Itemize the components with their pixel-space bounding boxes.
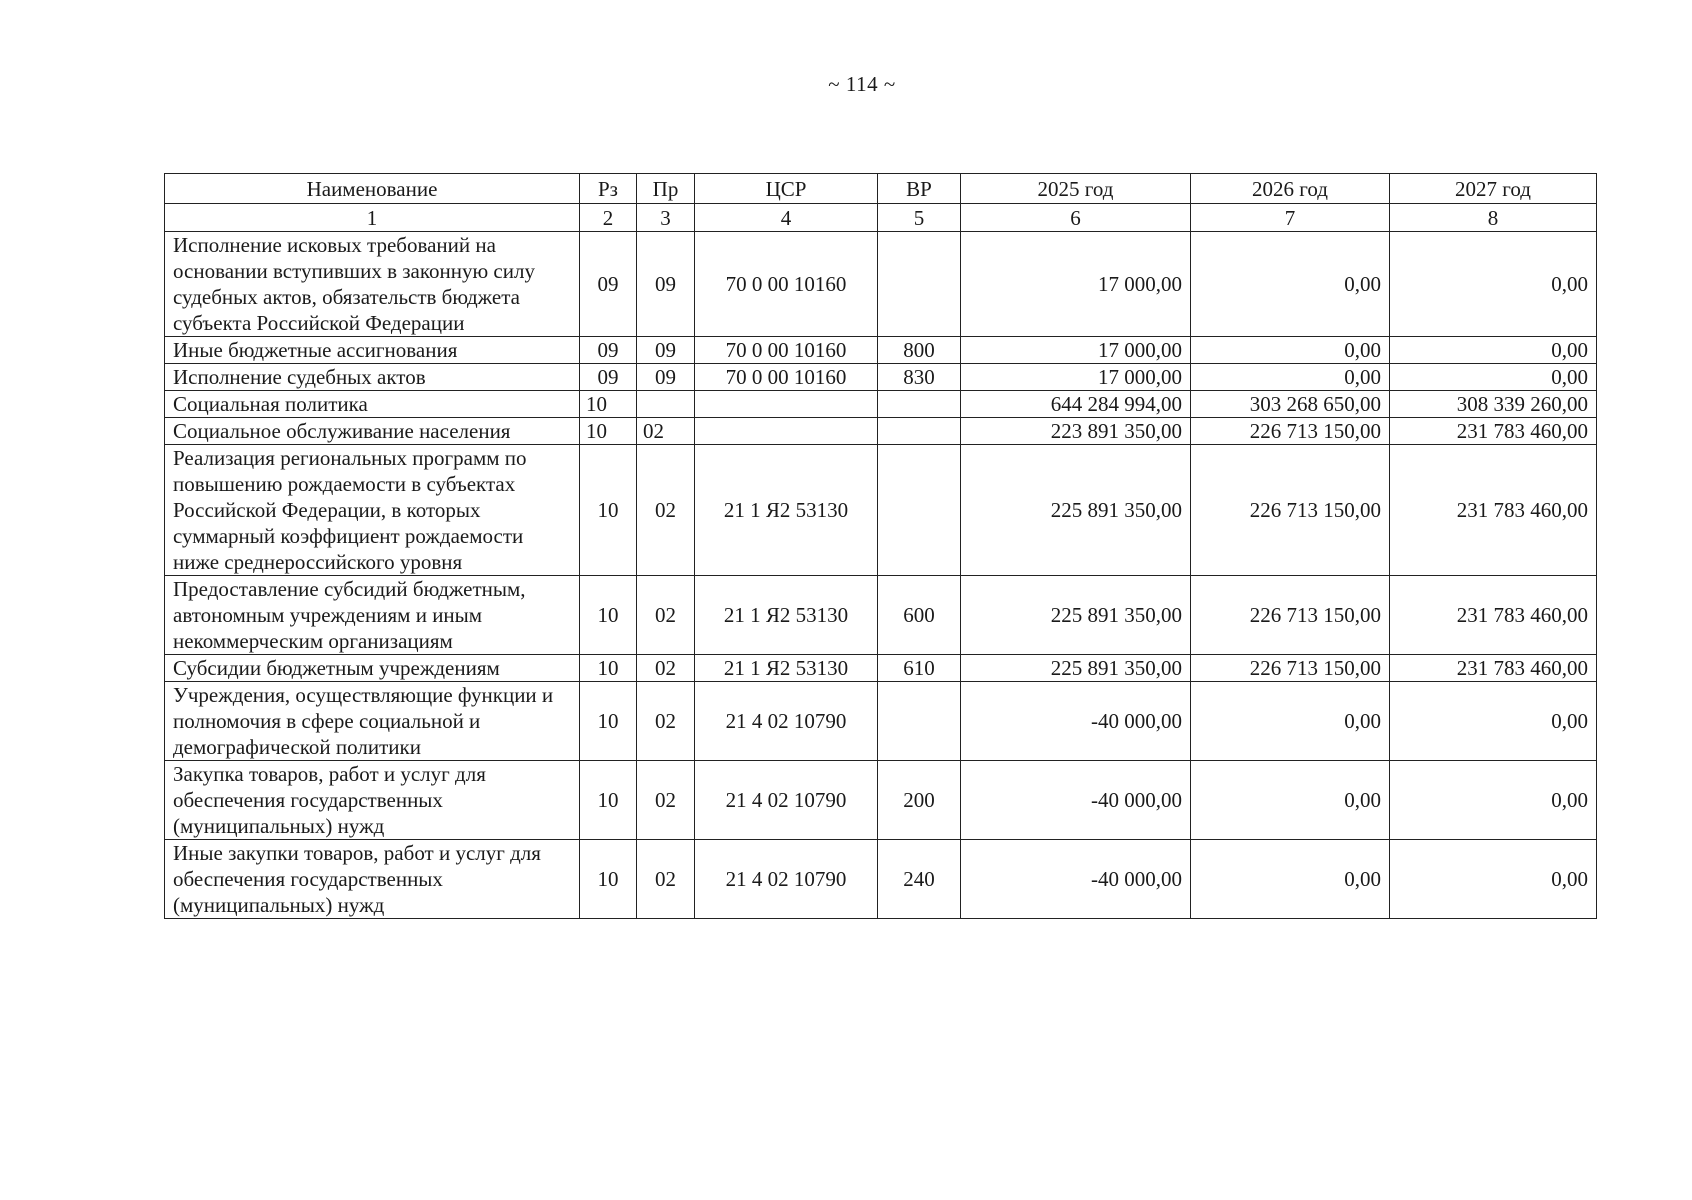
column-number: 7: [1191, 204, 1390, 232]
row-rz: 10: [580, 576, 637, 655]
table-row: [165, 761, 1597, 840]
column-number: 8: [1390, 204, 1597, 232]
row-2026: 226 713 150,00: [1191, 418, 1390, 445]
row-2027: 0,00: [1390, 761, 1597, 840]
row-vr: 200: [878, 761, 961, 840]
row-vr: [878, 391, 961, 418]
row-2027: 0,00: [1390, 840, 1597, 919]
header-2025: 2025 год: [961, 174, 1191, 204]
row-2026: 0,00: [1191, 337, 1390, 364]
row-2027: 0,00: [1390, 682, 1597, 761]
row-pr: [637, 391, 695, 418]
header-vr: ВР: [878, 174, 961, 204]
table-row: [165, 337, 1597, 364]
row-2026: 303 268 650,00: [1191, 391, 1390, 418]
row-2027: 308 339 260,00: [1390, 391, 1597, 418]
row-2026: 0,00: [1191, 232, 1390, 337]
row-vr: 800: [878, 337, 961, 364]
row-rz: 10: [580, 655, 637, 682]
row-csr: [695, 418, 878, 445]
row-rz: 09: [580, 232, 637, 337]
row-2027: 231 783 460,00: [1390, 445, 1597, 576]
row-rz: 10: [580, 840, 637, 919]
row-2026: 0,00: [1191, 364, 1390, 391]
row-vr: [878, 445, 961, 576]
row-2025: -40 000,00: [961, 840, 1191, 919]
column-number: 4: [695, 204, 878, 232]
row-rz: 10: [580, 682, 637, 761]
row-vr: [878, 418, 961, 445]
row-name: Предоставление субсидий бюджетным, автономным учреждениям и иным некоммерческим организациям: [165, 576, 580, 655]
row-vr: 240: [878, 840, 961, 919]
row-pr: 09: [637, 232, 695, 337]
row-2025: 17 000,00: [961, 232, 1191, 337]
row-2027: 0,00: [1390, 337, 1597, 364]
row-vr: [878, 682, 961, 761]
table-row: [165, 232, 1597, 337]
row-rz: 10: [580, 761, 637, 840]
row-rz: 10: [580, 418, 637, 445]
row-rz: 10: [580, 391, 637, 418]
row-rz: 09: [580, 337, 637, 364]
row-2026: 226 713 150,00: [1191, 576, 1390, 655]
row-2026: 0,00: [1191, 761, 1390, 840]
row-2025: 17 000,00: [961, 337, 1191, 364]
row-pr: 09: [637, 364, 695, 391]
row-csr: 21 1 Я2 53130: [695, 576, 878, 655]
row-pr: 02: [637, 761, 695, 840]
header-row: [165, 174, 1597, 204]
header-rz: Рз: [580, 174, 637, 204]
row-pr: 02: [637, 418, 695, 445]
row-csr: 70 0 00 10160: [695, 364, 878, 391]
header-2026: 2026 год: [1191, 174, 1390, 204]
row-2025: 225 891 350,00: [961, 655, 1191, 682]
row-2027: 0,00: [1390, 232, 1597, 337]
row-pr: 09: [637, 337, 695, 364]
header-pr: Пр: [637, 174, 695, 204]
column-number: 5: [878, 204, 961, 232]
row-2027: 231 783 460,00: [1390, 576, 1597, 655]
row-csr: 70 0 00 10160: [695, 232, 878, 337]
table-row: [165, 682, 1597, 761]
table-row: [165, 418, 1597, 445]
row-vr: 610: [878, 655, 961, 682]
row-2026: 226 713 150,00: [1191, 655, 1390, 682]
row-2027: 231 783 460,00: [1390, 655, 1597, 682]
column-number: 2: [580, 204, 637, 232]
table-row: [165, 576, 1597, 655]
row-pr: 02: [637, 840, 695, 919]
row-csr: 21 1 Я2 53130: [695, 655, 878, 682]
row-name: Иные бюджетные ассигнования: [165, 337, 580, 364]
row-2025: 223 891 350,00: [961, 418, 1191, 445]
row-2025: 644 284 994,00: [961, 391, 1191, 418]
table-row: [165, 840, 1597, 919]
row-2027: 0,00: [1390, 364, 1597, 391]
table-row: [165, 364, 1597, 391]
row-2025: 225 891 350,00: [961, 576, 1191, 655]
row-name: Социальная политика: [165, 391, 580, 418]
row-name: Субсидии бюджетным учреждениям: [165, 655, 580, 682]
budget-table: [164, 173, 1597, 919]
row-pr: 02: [637, 655, 695, 682]
row-name: Закупка товаров, работ и услуг для обеспечения государственных (муниципальных) нужд: [165, 761, 580, 840]
row-csr: 21 4 02 10790: [695, 840, 878, 919]
row-name: Иные закупки товаров, работ и услуг для обеспечения государственных (муниципальных) нужд: [165, 840, 580, 919]
row-pr: 02: [637, 576, 695, 655]
row-2025: -40 000,00: [961, 761, 1191, 840]
row-2026: 226 713 150,00: [1191, 445, 1390, 576]
column-number-row: [165, 204, 1597, 232]
row-csr: 21 4 02 10790: [695, 761, 878, 840]
row-2026: 0,00: [1191, 682, 1390, 761]
row-pr: 02: [637, 682, 695, 761]
row-2025: -40 000,00: [961, 682, 1191, 761]
column-number: 3: [637, 204, 695, 232]
row-2025: 17 000,00: [961, 364, 1191, 391]
row-name: Социальное обслуживание населения: [165, 418, 580, 445]
header-2027: 2027 год: [1390, 174, 1597, 204]
row-csr: 70 0 00 10160: [695, 337, 878, 364]
row-vr: [878, 232, 961, 337]
row-pr: 02: [637, 445, 695, 576]
table-row: [165, 655, 1597, 682]
row-vr: 600: [878, 576, 961, 655]
row-name: Учреждения, осуществляющие функции и полномочия в сфере социальной и демографической политики: [165, 682, 580, 761]
column-number: 1: [165, 204, 580, 232]
row-vr: 830: [878, 364, 961, 391]
row-2026: 0,00: [1191, 840, 1390, 919]
row-csr: 21 1 Я2 53130: [695, 445, 878, 576]
row-name: Исполнение судебных актов: [165, 364, 580, 391]
row-2025: 225 891 350,00: [961, 445, 1191, 576]
header-name: Наименование: [165, 174, 580, 204]
row-2027: 231 783 460,00: [1390, 418, 1597, 445]
row-rz: 10: [580, 445, 637, 576]
table-row: [165, 445, 1597, 576]
table-row: [165, 391, 1597, 418]
row-name: Исполнение исковых требований на основании вступивших в законную силу судебных актов, обязательств бюджета субъекта Российской Федерации: [165, 232, 580, 337]
row-csr: [695, 391, 878, 418]
row-rz: 09: [580, 364, 637, 391]
page-number: ~ 114 ~: [828, 72, 896, 96]
row-name: Реализация региональных программ по повышению рождаемости в субъектах Российской Федерации, в которых суммарный коэффициент рождаемости ниже среднероссийского уровня: [165, 445, 580, 576]
row-csr: 21 4 02 10790: [695, 682, 878, 761]
header-csr: ЦСР: [695, 174, 878, 204]
column-number: 6: [961, 204, 1191, 232]
